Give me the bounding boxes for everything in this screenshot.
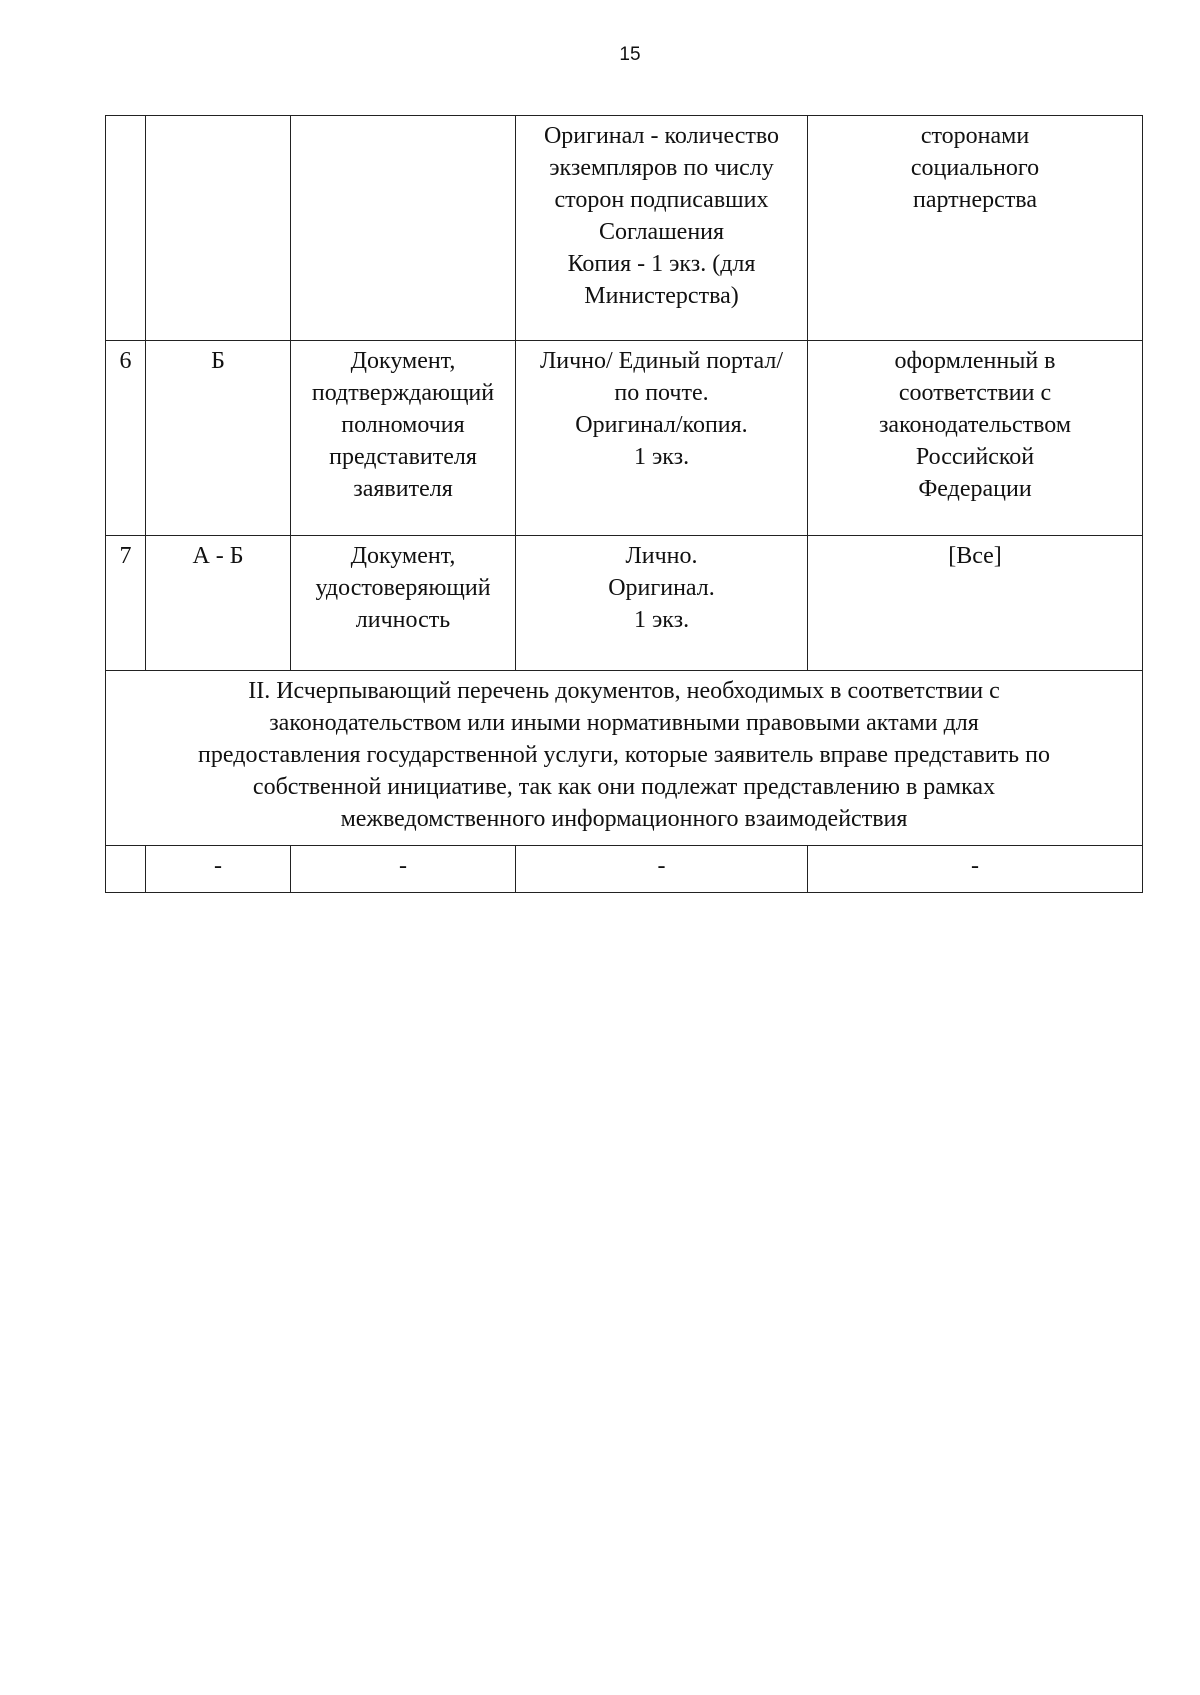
cell-requirements: оформленный в соответствии с законодательством Российской Федерации — [808, 341, 1143, 536]
cell-document: - — [291, 846, 516, 893]
page-number: 15 — [619, 44, 641, 65]
cell-submission: Лично/ Единый портал/ по почте. Оригинал/копия. 1 экз. — [516, 341, 808, 536]
cell-category: Б — [146, 341, 291, 536]
cell-number: 7 — [106, 536, 146, 671]
cell-document — [291, 116, 516, 341]
documents-table — [105, 115, 1143, 893]
cell-submission: - — [516, 846, 808, 893]
cell-requirements: [Все] — [808, 536, 1143, 671]
cell-category: - — [146, 846, 291, 893]
table-row-7 — [106, 536, 1143, 671]
table-row-empty — [106, 846, 1143, 893]
cell-document: Документ, удостоверяющий личность — [291, 536, 516, 671]
table-row-continuation — [106, 116, 1143, 341]
section-2-heading: II. Исчерпывающий перечень документов, необходимых в соответствии с законодательством или иными нормативными правовыми актами для предоставления государственной услуги, которые заявитель вправе представить по собственной инициативе, так как они подлежат представлению в рамках межведомственного информационного взаимодействия — [106, 671, 1143, 846]
cell-number — [106, 116, 146, 341]
cell-number: 6 — [106, 341, 146, 536]
table-row-6 — [106, 341, 1143, 536]
cell-category — [146, 116, 291, 341]
cell-number — [106, 846, 146, 893]
cell-document: Документ, подтверждающий полномочия представителя заявителя — [291, 341, 516, 536]
cell-submission: Лично. Оригинал. 1 экз. — [516, 536, 808, 671]
cell-requirements: - — [808, 846, 1143, 893]
cell-submission: Оригинал - количество экземпляров по числу сторон подписавших Соглашения Копия - 1 экз. (для Министерства) — [516, 116, 808, 341]
cell-requirements: сторонами социального партнерства — [808, 116, 1143, 341]
cell-category: А - Б — [146, 536, 291, 671]
section-heading-row — [106, 671, 1143, 846]
